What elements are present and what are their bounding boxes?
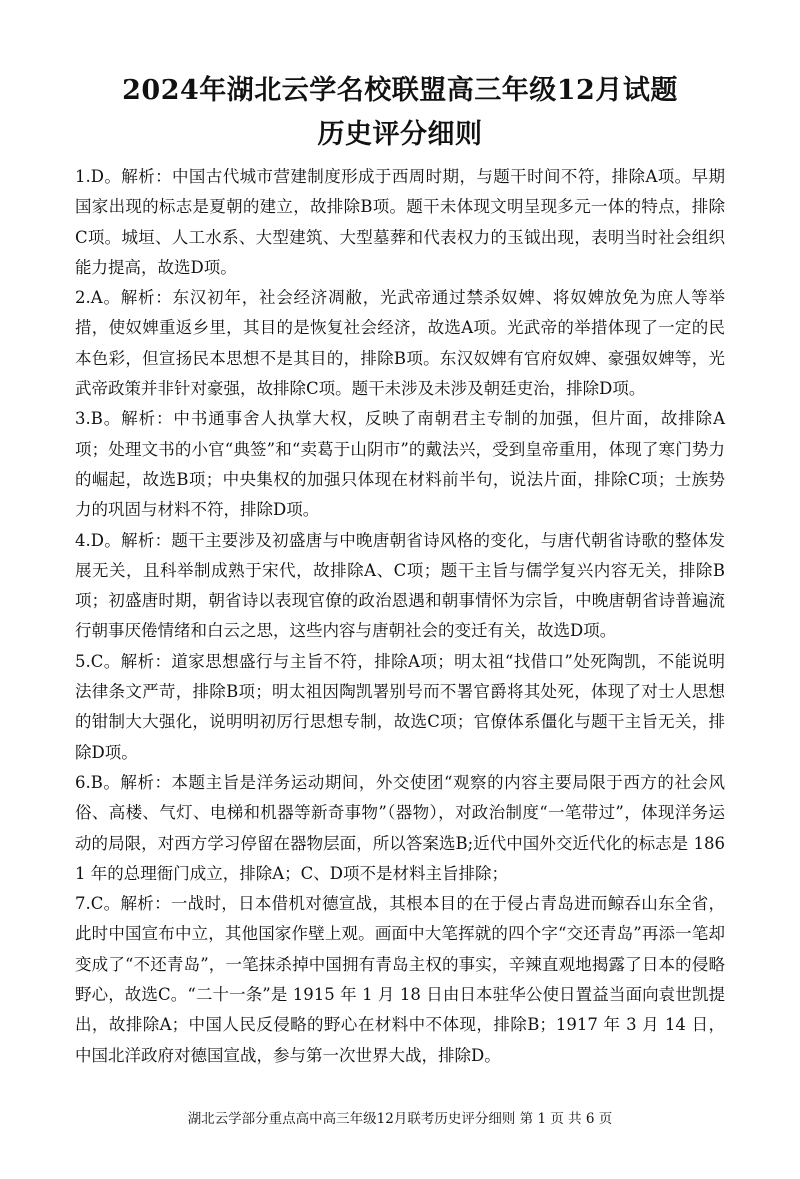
answer-item-5: 5.C。解析：道家思想盛行与主旨不符，排除A项；明太祖“找借口”处死陶凯，不能说明法律条文严苛，排除B项；明太祖因陶凯署别号而不署官爵将其处死，体现了对士人思想的钳制大大强化，说明明初厉行思想专制，故选C项；官僚体系僵化与题干主旨无关，排除D项。	[75, 651, 725, 762]
document-subtitle: 历史评分细则	[317, 119, 483, 150]
answer-item-3: 3.B。解析：中书通事舍人执掌大权，反映了南朝君主专制的加强，但片面，故排除A项；处理文书的小官“典签”和“卖葛于山阴市”的戴法兴，受到皇帝重用，体现了寒门势力的崛起，故选B项；中央集权的加强只体现在材料前半句，说法片面，排除C项；士族势力的巩固与材料不符，排除D项。	[75, 409, 725, 520]
page-footer: 湖北云学部分重点高中高三年级12月联考历史评分细则 第 1 页 共 6 页	[187, 1111, 613, 1127]
answer-item-6: 6.B。解析：本题主旨是洋务运动期间，外交使团“观察的内容主要局限于西方的社会风俗、高楼、气灯、电梯和机器等新奇事物”（器物），对政治制度“一笔带过”，体现洋务运动的局限，对西方学习停留在器物层面，所以答案选B;近代中国外交近代化的标志是 1861 年的总理衙门成立，排除A；C、D项不是材料主旨排除；	[75, 772, 725, 883]
answer-item-2: 2.A。解析：东汉初年，社会经济凋敝，光武帝通过禁杀奴婢、将奴婢放免为庶人等举措，使奴婢重返乡里，其目的是恢复社会经济，故选A项。光武帝的举措体现了一定的民本色彩，但宣扬民本思想不是其目的，排除B项。东汉奴婢有官府奴婢、豪强奴婢等，光武帝政策并非针对豪强，故排除C项。题干未涉及未涉及朝廷吏治，排除D项。	[75, 288, 725, 399]
answer-item-1: 1.D。解析：中国古代城市营建制度形成于西周时期，与题干时间不符，排除A项。早期国家出现的标志是夏朝的建立，故排除B项。题干未体现文明呈现多元一体的特点，排除C项。城垣、人工水系、大型建筑、大型墓葬和代表权力的玉钺出现，表明当时社会组织能力提高，故选D项。	[75, 167, 725, 277]
answer-item-4: 4.D。解析：题干主要涉及初盛唐与中晚唐朝省诗风格的变化，与唐代朝省诗歌的整体发展无关，且科举制成熟于宋代，故排除A、C项；题干主旨与儒学复兴内容无关，排除B项；初盛唐时期，朝省诗以表现官僚的政治恩遇和朝事情怀为宗旨，中晚唐朝省诗普遍流行朝事厌倦情绪和白云之思，这些内容与唐朝社会的变迁有关，故选D项。	[75, 530, 725, 641]
document-title: 2024年湖北云学名校联盟高三年级12月试题	[122, 75, 678, 106]
answer-list	[75, 162, 725, 1071]
answer-item-7: 7.C。解析：一战时，日本借机对德宣战，其根本目的在于侵占青岛进而鲸吞山东全省，此时中国宣布中立，其他国家作壁上观。画面中大笔挥就的四个字“交还青岛”再添一笔却变成了“不还青岛”，一笔抹杀掉中国拥有青岛主权的事实，辛辣直观地揭露了日本的侵略野心，故选C。“二十一条”是 1915 年 1 月 18 日由日本驻华公使日置益当面向袁世凯提出，故排除A；中国人民反侵略的野心在材料中不体现，排除B；1917 年 3 月 14 日，中国北洋政府对德国宣战，参与第一次世界大战，排除D。	[75, 894, 726, 1065]
